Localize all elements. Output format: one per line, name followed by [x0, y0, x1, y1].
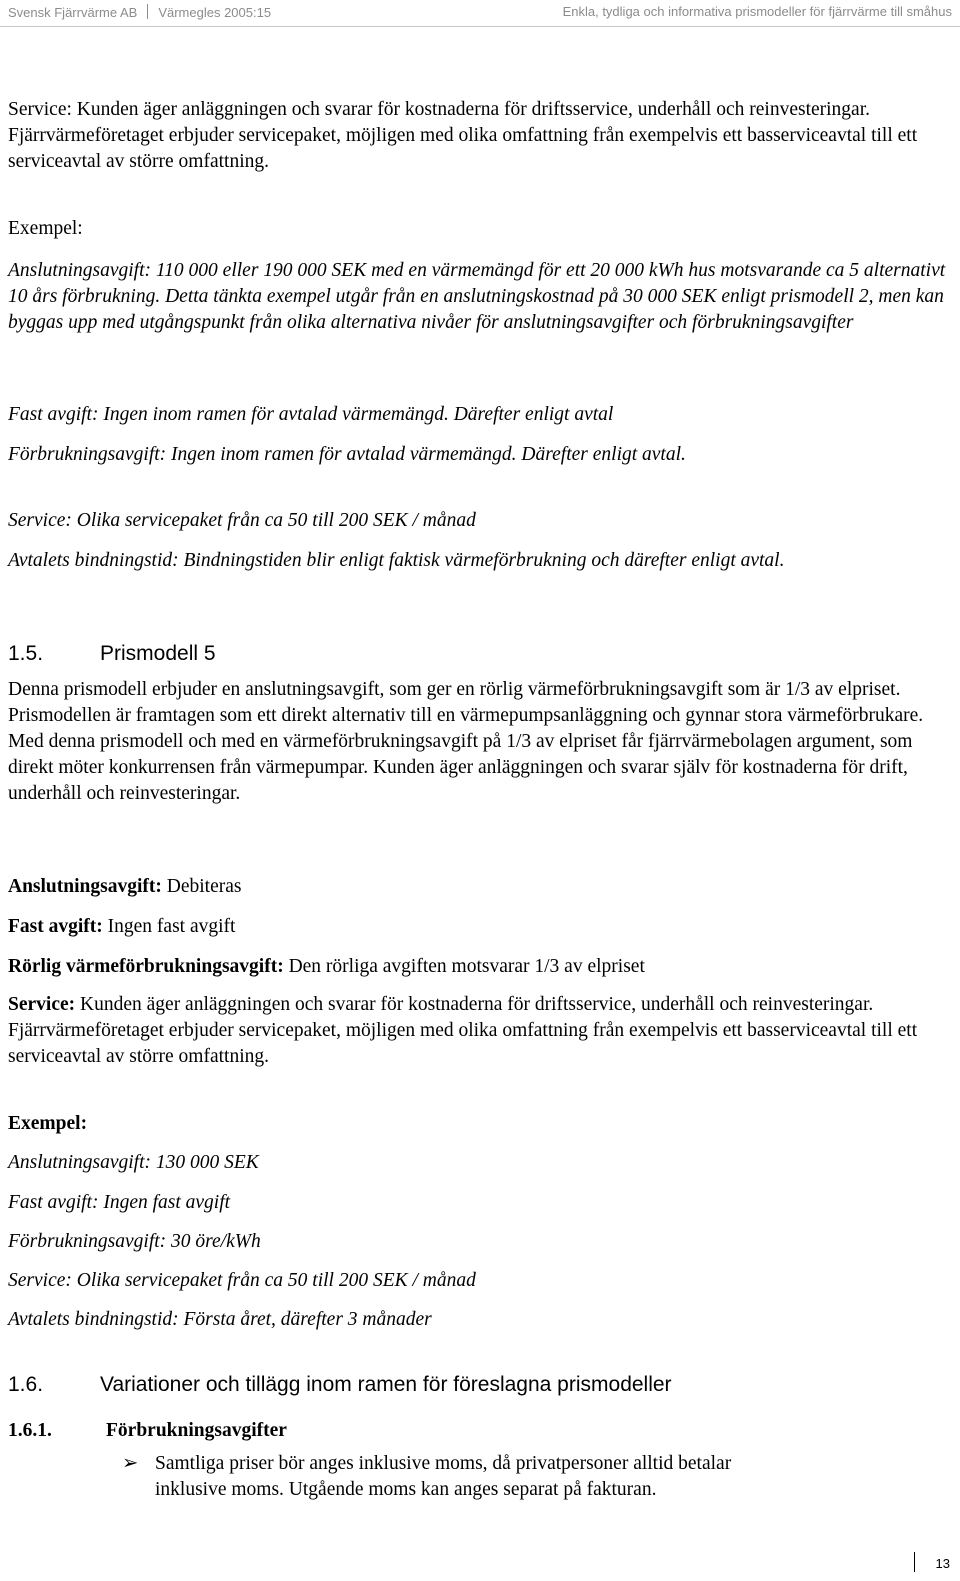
fixed-fee-label: Fast avgift: [8, 916, 103, 937]
header-series: Värmegles 2005:15 [158, 5, 272, 20]
fixed-fee-line-2 [8, 914, 958, 940]
page-header [8, 4, 952, 26]
section-intro: Denna prismodell erbjuder en anslutningsavgift, som ger en rörlig värmeförbrukningsavgift som är 1/3 av elpriset. Prismodellen är framtagen som ett direkt alternativ till en värmepumpsanläggning och gynnar stora värmeförbrukare. Med denna prismodell och med en värmeförbrukningsavgift på 1/3 av elpriset får fjärrvärmebolagen argument, som direkt möter konkurrensen från värmepumpar. Kunden äger anläggningen och svarar själv för kostnaderna för drift, underhåll och reinvesteringar. [8, 679, 924, 804]
subsection-title: Förbrukningsavgifter [106, 1420, 287, 1441]
service-paragraph [8, 97, 958, 175]
example-connection-fee: Anslutningsavgift: 130 000 SEK [8, 1152, 259, 1173]
variable-fee-label: Rörlig värmeförbrukningsavgift: [8, 956, 284, 977]
arrow-bullet-icon: ➢ [122, 1453, 139, 1474]
connection-fee-line [8, 874, 958, 900]
section-number: 1.5. [8, 642, 44, 665]
page-number: 13 [935, 1556, 950, 1571]
service-example-line: Service: Olika servicepaket från ca 50 till 200 SEK / månad [8, 510, 476, 531]
connection-fee-label: Anslutningsavgift: [8, 876, 162, 897]
section-number-1-6: 1.6. [8, 1373, 44, 1396]
example-paragraph: Anslutningsavgift: 110 000 eller 190 000 SEK med en värmemängd för ett 20 000 kWh hus motsvarande ca 5 alternativt 10 års förbrukning. Detta tänkta exempel utgår från en anslutningskostnad på 30 000 SEK enligt prismodell 2, men kan byggas upp med utgångspunkt från olika alternativa nivåer för anslutningsavgifter och förbrukningsavgifter [8, 260, 946, 333]
service-label: Service: [8, 99, 72, 120]
variable-fee-line [8, 954, 958, 980]
connection-fee-text: Debiteras [161, 876, 242, 897]
section-heading-1-5 [8, 642, 216, 666]
header-rule [0, 26, 960, 27]
subsection-heading-1-6-1 [8, 1420, 287, 1442]
example-consumption-fee: Förbrukningsavgift: 30 öre/kWh [8, 1231, 261, 1252]
service-text-2: Kunden äger anläggningen och svarar för kostnaderna för driftsservice, underhåll och reinvesteringar. Fjärrvärmeföretaget erbjuder servicepaket, möjligen med olika omfattning från exempelvis ett basserviceavtal till ett serviceavtal av större omfattning. [8, 994, 918, 1067]
example-binding: Avtalets bindningstid: Första året, därefter 3 månader [8, 1309, 432, 1330]
service-text: Kunden äger anläggningen och svarar för kostnaderna för driftsservice, underhåll och reinvesteringar. Fjärrvärmeföretaget erbjuder servicepaket, möjligen med olika omfattning från exempelvis ett basserviceavtal till ett serviceavtal av större omfattning. [8, 99, 918, 172]
service-paragraph-2 [8, 992, 958, 1070]
variable-fee-text: Den rörliga avgiften motsvarar 1/3 av elpriset [283, 956, 645, 977]
service-label-2: Service: [8, 994, 76, 1015]
footer-rule [914, 1552, 915, 1572]
section-title-1-6: Variationer och tillägg inom ramen för föreslagna prismodeller [100, 1373, 672, 1396]
fixed-fee-text: Ingen fast avgift [102, 916, 236, 937]
header-company: Svensk Fjärrvärme AB [8, 5, 138, 20]
example-fixed-fee: Fast avgift: Ingen fast avgift [8, 1192, 231, 1213]
example-label: Exempel: [8, 218, 83, 239]
bullet-text: Samtliga priser bör anges inklusive moms, då privatpersoner alltid betalar inklusive moms. Utgående moms kan anges separat på fakturan. [155, 1453, 732, 1500]
consumption-fee-line: Förbrukningsavgift: Ingen inom ramen för avtalad värmemängd. Därefter enligt avtal. [8, 444, 686, 465]
section-title: Prismodell 5 [100, 642, 216, 665]
example-label-2 [8, 1111, 958, 1137]
header-title: Enkla, tydliga och informativa prismodeller för fjärrvärme till småhus [562, 4, 952, 19]
fixed-fee-line: Fast avgift: Ingen inom ramen för avtalad värmemängd. Därefter enligt avtal [8, 404, 614, 425]
example-label-2-text: Exempel: [8, 1113, 88, 1134]
section-heading-1-6 [8, 1373, 672, 1397]
subsection-number: 1.6.1. [8, 1420, 52, 1441]
binding-line: Avtalets bindningstid: Bindningstiden blir enligt faktisk värmeförbrukning och därefter enligt avtal. [8, 550, 785, 571]
header-divider [147, 4, 148, 19]
example-service: Service: Olika servicepaket från ca 50 till 200 SEK / månad [8, 1270, 476, 1291]
